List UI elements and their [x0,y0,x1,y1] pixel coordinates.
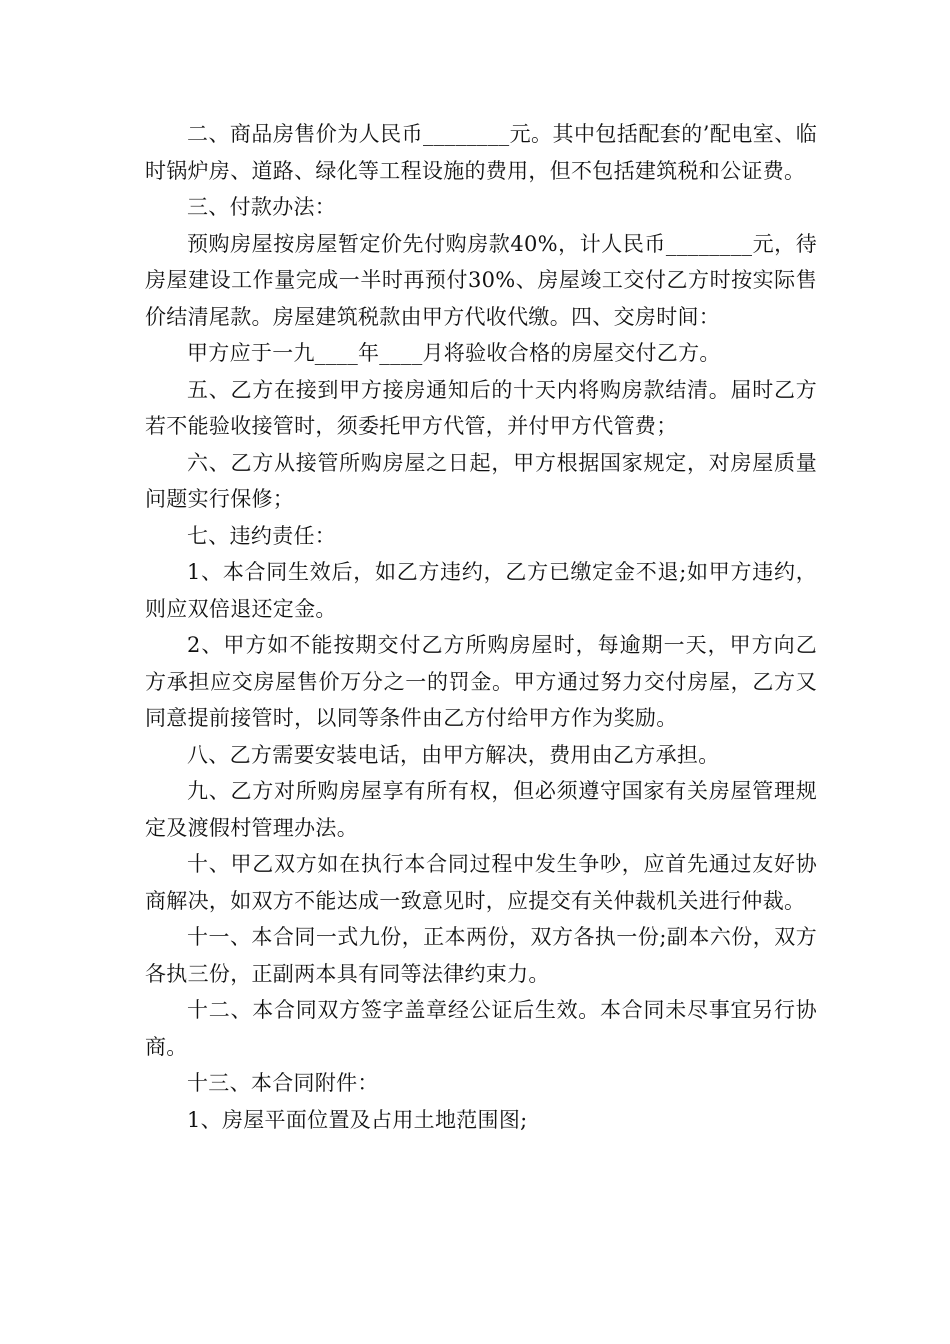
paragraph-payment-terms: 预购房屋按房屋暂定价先付购房款40%，计人民币________元，待房屋建设工作量完成一半时再预付30%、房屋竣工交付乙方时按实际售价结清尾款。房屋建筑税款由甲方代收代缴。四、交房时间： [145,231,817,329]
paragraph-clause-twelve: 十二、本合同双方签字盖章经公证后生效。本合同未尽事宜另行协商。 [145,998,817,1059]
paragraph-clause-five: 五、乙方在接到甲方接房通知后的十天内将购房款结清。届时乙方若不能验收接管时，须委托甲方代管，并付甲方代管费； [145,377,817,438]
paragraph-attachment-one: 1、房屋平面位置及占用土地范围图; [187,1107,528,1132]
paragraph-liability-two: 2、甲方如不能按期交付乙方所购房屋时，每逾期一天，甲方向乙方承担应交房屋售价万分之一的罚金。甲方通过努力交付房屋，乙方又同意提前接管时，以同等条件由乙方付给甲方作为奖励。 [145,633,817,730]
paragraph-attachments-heading: 十三、本合同附件： [187,1071,379,1095]
paragraph-clause-six: 六、乙方从接管所购房屋之日起，甲方根据国家规定，对房屋质量问题实行保修； [145,450,817,511]
paragraph-liability-one: 1、本合同生效后，如乙方违约，乙方已缴定金不退;如甲方违约，则应双倍退还定金。 [145,560,817,621]
paragraph-clause-eight: 八、乙方需要安装电话，由甲方解决，费用由乙方承担。 [187,742,720,767]
paragraph-clause-ten: 十、甲乙双方如在执行本合同过程中发生争吵，应首先通过友好协商解决，如双方不能达成一致意见时，应提交有关仲裁机关进行仲裁。 [145,852,817,913]
paragraph-liability-heading: 七、违约责任： [187,523,337,548]
paragraph-payment-heading: 三、付款办法： [187,195,337,219]
paragraph-price: 二、商品房售价为人民币________元。其中包括配套的’配电室、临时锅炉房、道路、绿化等工程设施的费用，但不包括建筑税和公证费。 [145,122,817,183]
paragraph-delivery-date: 甲方应于一九____年____月将验收合格的房屋交付乙方。 [187,341,721,365]
paragraph-clause-eleven: 十一、本合同一式九份，正本两份，双方各执一份;副本六份，双方各执三份，正副两本具有同等法律约束力。 [145,925,817,986]
paragraph-clause-nine: 九、乙方对所购房屋享有所有权，但必须遵守国家有关房屋管理规定及渡假村管理办法。 [145,779,817,840]
document-body [145,116,817,1138]
